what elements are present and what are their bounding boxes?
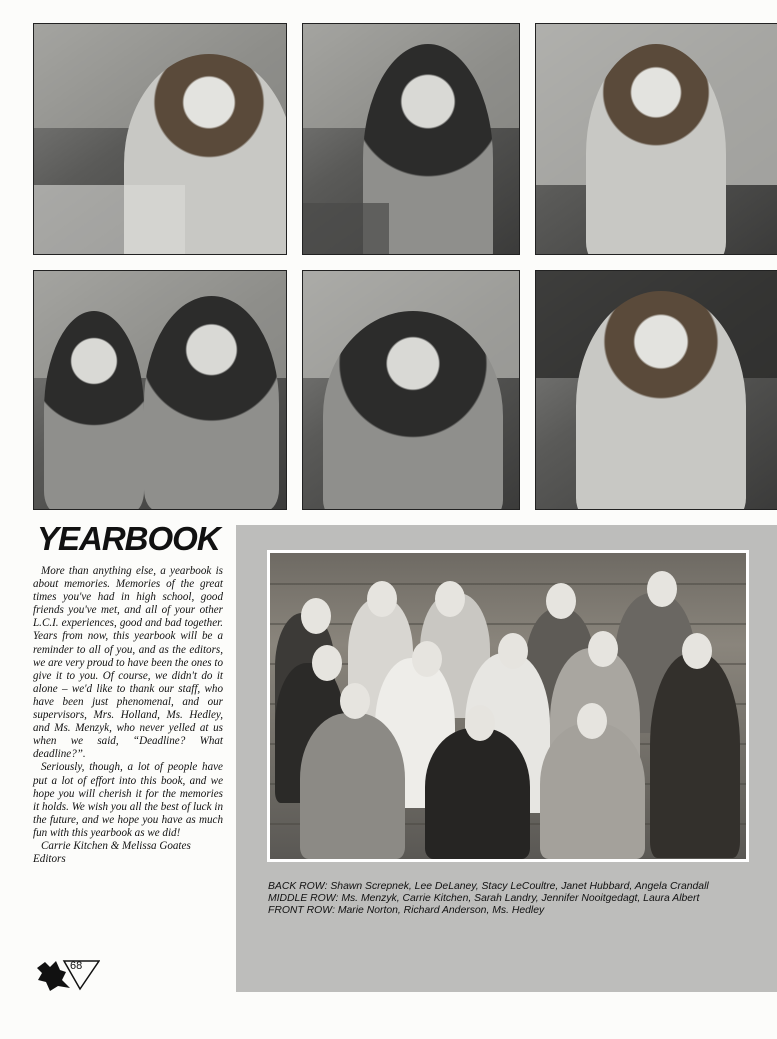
front-row-label: FRONT ROW: <box>268 905 335 916</box>
signature-role: Editors <box>33 853 66 866</box>
group-photo <box>270 553 746 859</box>
group-photo-caption <box>268 881 748 917</box>
signature: Carrie Kitchen & Melissa Goates <box>41 839 191 852</box>
photo-boy-with-cap <box>535 270 777 510</box>
photo-student-writing <box>33 23 287 255</box>
body-paragraph-1: More than anything else, a yearbook is about memories. Memories of the great times you've had in high school, good friends you've met, and all of your other L.C.I. experiences, good and bad together. Years from now, this yearbook will be a reminder to all of you, and as the editors, we are very proud to have been the ones to give it to you. Of course, we didn't do it alone – we'd like to thank our staff, who have been just phenomenal, and our supervisors, Mrs. Holland, Ms. Hedley, and Ms. Menzyk, who never yelled at us when we said, “Deadline? What deadline?”. <box>33 565 223 761</box>
caption-front-row <box>268 905 748 917</box>
middle-row-names: Ms. Menzyk, Carrie Kitchen, Sarah Landry, Jennifer Nooitgedagt, Laura Albert <box>341 893 700 904</box>
page-number-marker <box>36 958 100 992</box>
caption-back-row <box>268 881 748 893</box>
body-text <box>33 565 223 866</box>
body-paragraph-2: Seriously, though, a lot of people have put a lot of effort into this book, and we hope you will cherish it for the memories it holds. We wish you all the best of luck in the future, and we hope you have as much fun with this yearbook as we did! <box>33 761 223 839</box>
back-row-label: BACK ROW: <box>268 881 328 892</box>
group-photo-frame <box>267 550 749 862</box>
photo-girl-hands-chin <box>302 270 520 510</box>
page-number: 68 <box>70 960 83 972</box>
section-title: YEARBOOK <box>37 520 220 557</box>
caption-middle-row <box>268 893 748 905</box>
front-row-names: Marie Norton, Richard Anderson, Ms. Hedley <box>337 905 545 916</box>
mascot-logo-icon <box>36 958 100 992</box>
photo-woman-seated <box>535 23 777 255</box>
photo-two-students <box>33 270 287 510</box>
photo-student-smiling-desk <box>302 23 520 255</box>
back-row-names: Shawn Screpnek, Lee DeLaney, Stacy LeCoultre, Janet Hubbard, Angela Crandall <box>330 881 709 892</box>
middle-row-label: MIDDLE ROW: <box>268 893 339 904</box>
